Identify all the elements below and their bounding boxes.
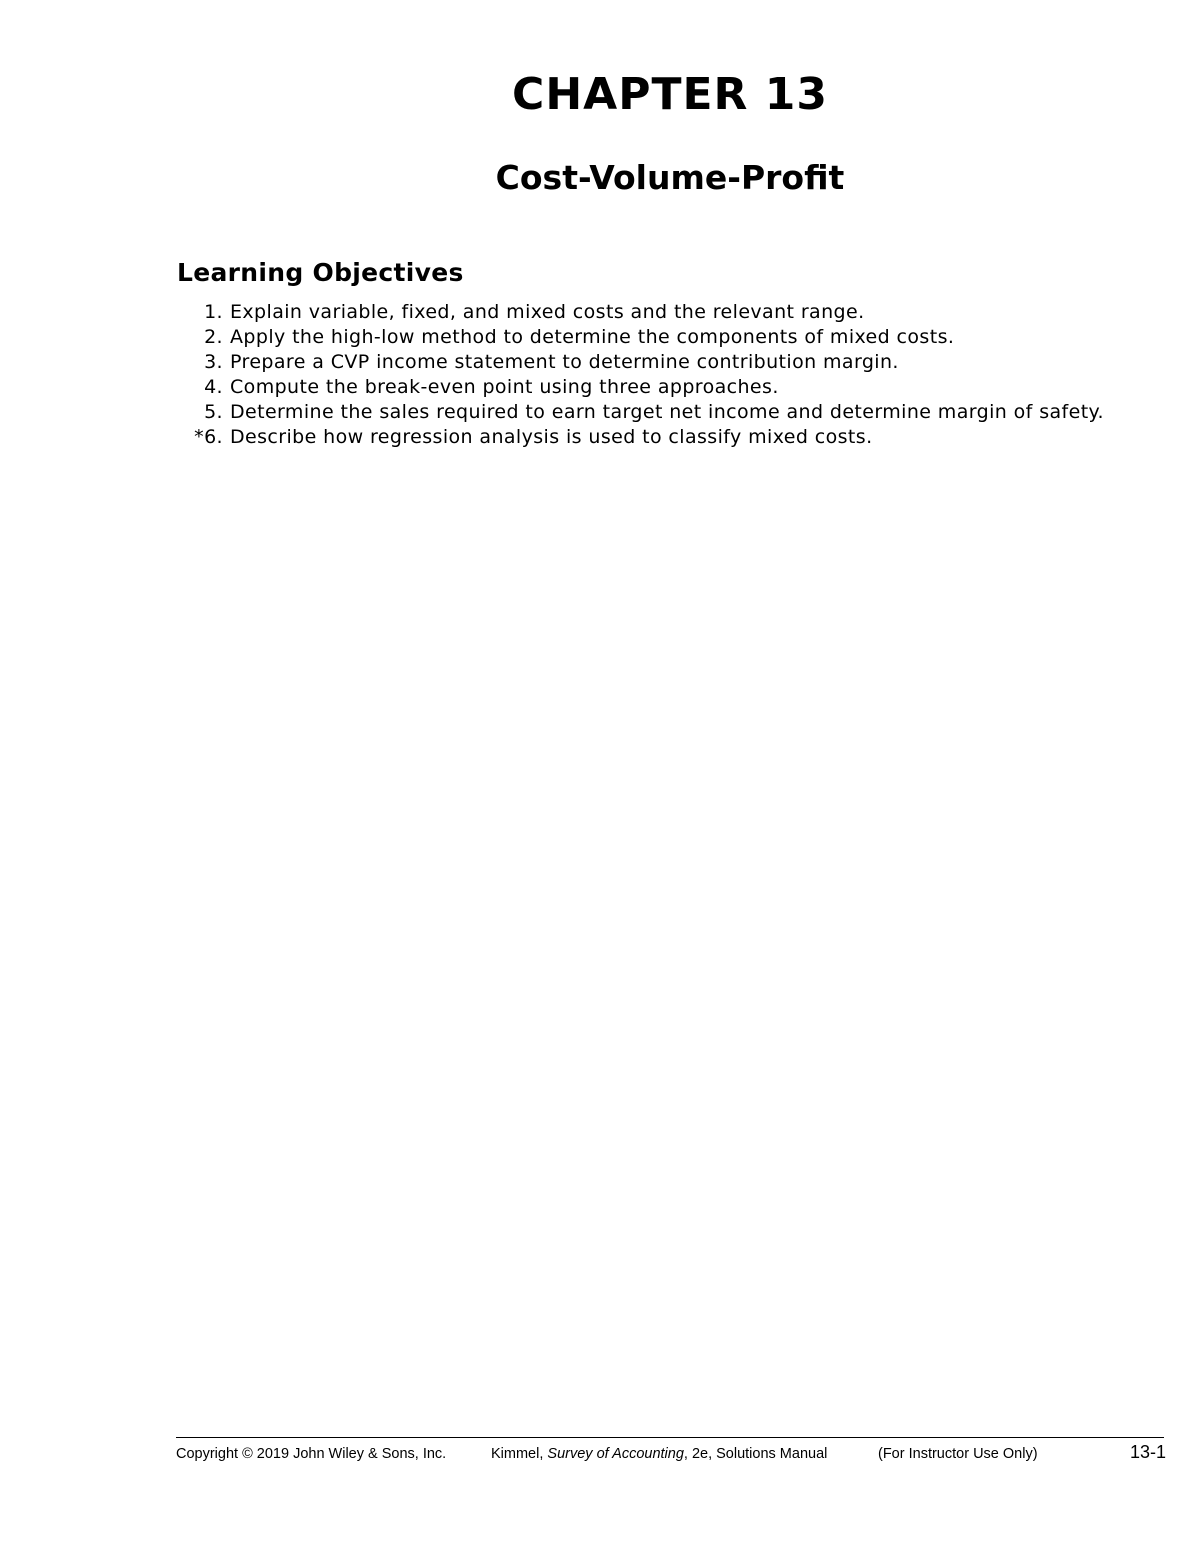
- objective-item: [177, 400, 1137, 425]
- objective-number: 4.: [204, 376, 223, 398]
- objective-text: Apply the high-low method to determine the components of mixed costs.: [230, 326, 955, 348]
- objective-item: [177, 425, 1137, 450]
- objective-text: Compute the break-even point using three approaches.: [230, 376, 779, 398]
- footer-book-citation: [491, 1443, 827, 1465]
- footer-edition: , 2e, Solutions Manual: [683, 1446, 828, 1462]
- objective-text: Explain variable, fixed, and mixed costs and the relevant range.: [230, 301, 865, 323]
- objective-text: Prepare a CVP income statement to determine contribution margin.: [230, 351, 899, 373]
- learning-objectives-heading: Learning Objectives: [177, 258, 464, 287]
- footer-author: Kimmel,: [491, 1446, 548, 1462]
- footer-divider: [176, 1437, 1164, 1438]
- chapter-subtitle: Cost-Volume-Profit: [495, 158, 845, 197]
- objective-item: [177, 325, 1137, 350]
- objective-text: Determine the sales required to earn target net income and determine margin of safety.: [230, 401, 1104, 423]
- objective-number: *6.: [194, 426, 223, 448]
- footer-book-title: Survey of Accounting: [547, 1446, 684, 1462]
- footer-copyright: Copyright © 2019 John Wiley & Sons, Inc.: [176, 1446, 447, 1462]
- chapter-title: CHAPTER 13: [512, 69, 828, 120]
- footer-usage-note: (For Instructor Use Only): [878, 1446, 1038, 1462]
- objective-number: 5.: [204, 401, 223, 423]
- page-footer: [176, 1443, 1166, 1467]
- learning-objectives-list: [177, 300, 1137, 450]
- objective-number: 1.: [204, 301, 223, 323]
- objective-text: Describe how regression analysis is used to classify mixed costs.: [230, 426, 873, 448]
- objective-number: 2.: [204, 326, 223, 348]
- objective-item: [177, 375, 1137, 400]
- page-number: 13-1: [1129, 1442, 1166, 1462]
- objective-item: [177, 350, 1137, 375]
- objective-item: [177, 300, 1137, 325]
- objective-number: 3.: [204, 351, 223, 373]
